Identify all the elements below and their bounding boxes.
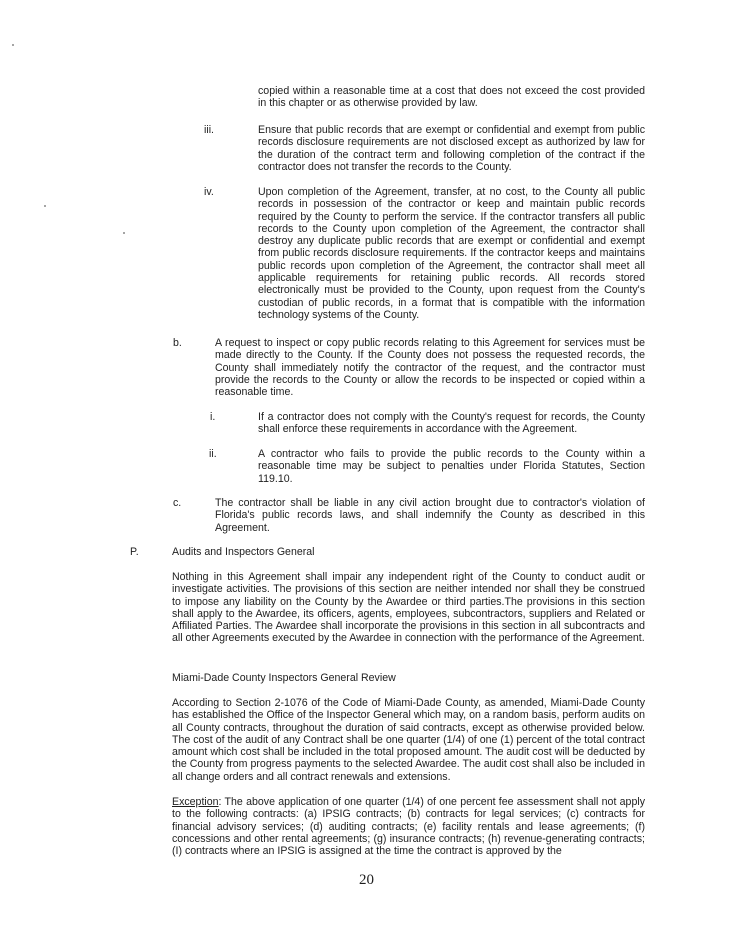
item-b-label: b. bbox=[173, 337, 182, 349]
page-number: 20 bbox=[359, 872, 374, 888]
scan-speck bbox=[12, 44, 14, 46]
item-iv-label: iv. bbox=[204, 186, 214, 198]
item-b-i-text: If a contractor does not comply with the County's request for records, the County shall enforce these requirements in accordance with the Agreement. bbox=[258, 411, 645, 436]
scan-speck bbox=[44, 205, 46, 207]
ig-review-subheading: Miami-Dade County Inspectors General Review bbox=[172, 672, 396, 684]
item-iv-text: Upon completion of the Agreement, transfer, at no cost, to the County all public records in possession of the contractor or keep and maintain public records required by the County to perform the service. If the contractor transfers all public records to the County upon completion of the Agreement, the contractor shall destroy any duplicate public records that are exempt or confidential and exempt from public records disclosure requirements. If the contractor keeps and maintains public records upon completion of the Agreement, the contractor shall meet all applicable requirements for retaining public records. All records stored electronically must be provided to the County, upon request from the County's custodian of public records, in a format that is compatible with the information technology systems of the County. bbox=[258, 186, 645, 321]
item-b-i-label: i. bbox=[210, 411, 216, 423]
scan-speck bbox=[123, 232, 125, 234]
item-b-text: A request to inspect or copy public records relating to this Agreement for services must be made directly to the County. If the County does not possess the requested records, the County shall immediately notify the contractor of the request, and the contractor must provide the records to the County or allow the records to be inspected or copied within a reasonable time. bbox=[215, 337, 645, 399]
continued-paragraph: copied within a reasonable time at a cost that does not exceed the cost provided in this chapter or as otherwise provided by law. bbox=[258, 85, 645, 110]
item-iii-text: Ensure that public records that are exempt or confidential and exempt from public records disclosure requirements are not disclosed except as authorized by law for the duration of the contract term and following completion of the contract if the contractor does not transfer the records to the County. bbox=[258, 124, 645, 173]
item-c-text: The contractor shall be liable in any civil action brought due to contractor's violation of Florida's public records laws, and shall indemnify the County as described in this Agreement. bbox=[215, 497, 645, 534]
item-iii-label: iii. bbox=[204, 124, 215, 136]
item-b-ii-label: ii. bbox=[209, 448, 217, 460]
item-b-ii-text: A contractor who fails to provide the public records to the County within a reasonable time may be subject to penalties under Florida Statutes, Section 119.10. bbox=[258, 448, 645, 485]
section-p-label: P. bbox=[130, 546, 139, 558]
audit-paragraph: Nothing in this Agreement shall impair any independent right of the County to conduct audit or investigate activities. The provisions of this section are neither intended nor shall they be construed to impose any liability on the County by the Awardee or third parties.The provisions in this section shall apply to the Awardee, its officers, agents, employees, subcontractors, suppliers and Related or Affiliated Parties. The Awardee shall incorporate the provisions in this section in all subcontracts and all other Agreements executed by the Awardee in connection with the performance of the Agreement. bbox=[172, 571, 645, 645]
exception-label: Exception bbox=[172, 796, 219, 808]
section-p-heading: Audits and Inspectors General bbox=[172, 546, 315, 558]
item-c-label: c. bbox=[173, 497, 182, 509]
ig-review-paragraph: According to Section 2-1076 of the Code of Miami-Dade County, as amended, Miami-Dade County has established the Office of the Inspector General which may, on a random basis, perform audits on all County contracts, throughout the duration of said contracts, except as otherwise provided below. The cost of the audit of any Contract shall be one quarter (1/4) of one (1) percent of the total contract amount which cost shall be included in the total proposed amount. The audit cost will be deducted by the County from progress payments to the selected Awardee. The audit cost shall also be included in all change orders and all contract renewals and extensions. bbox=[172, 697, 645, 783]
exception-text: : The above application of one quarter (1/4) of one percent fee assessment shall not apply to the following contracts: (a) IPSIG contracts; (b) contracts for legal services; (c) contracts for financial advisory services; (d) auditing contracts; (e) facility rentals and lease agreements; (f) concessions and other rental agreements; (g) insurance contracts; (h) revenue-generating contracts; (I) contracts where an IPSIG is assigned at the time the contract is approved by the bbox=[172, 796, 645, 858]
exception-paragraph bbox=[172, 796, 645, 857]
